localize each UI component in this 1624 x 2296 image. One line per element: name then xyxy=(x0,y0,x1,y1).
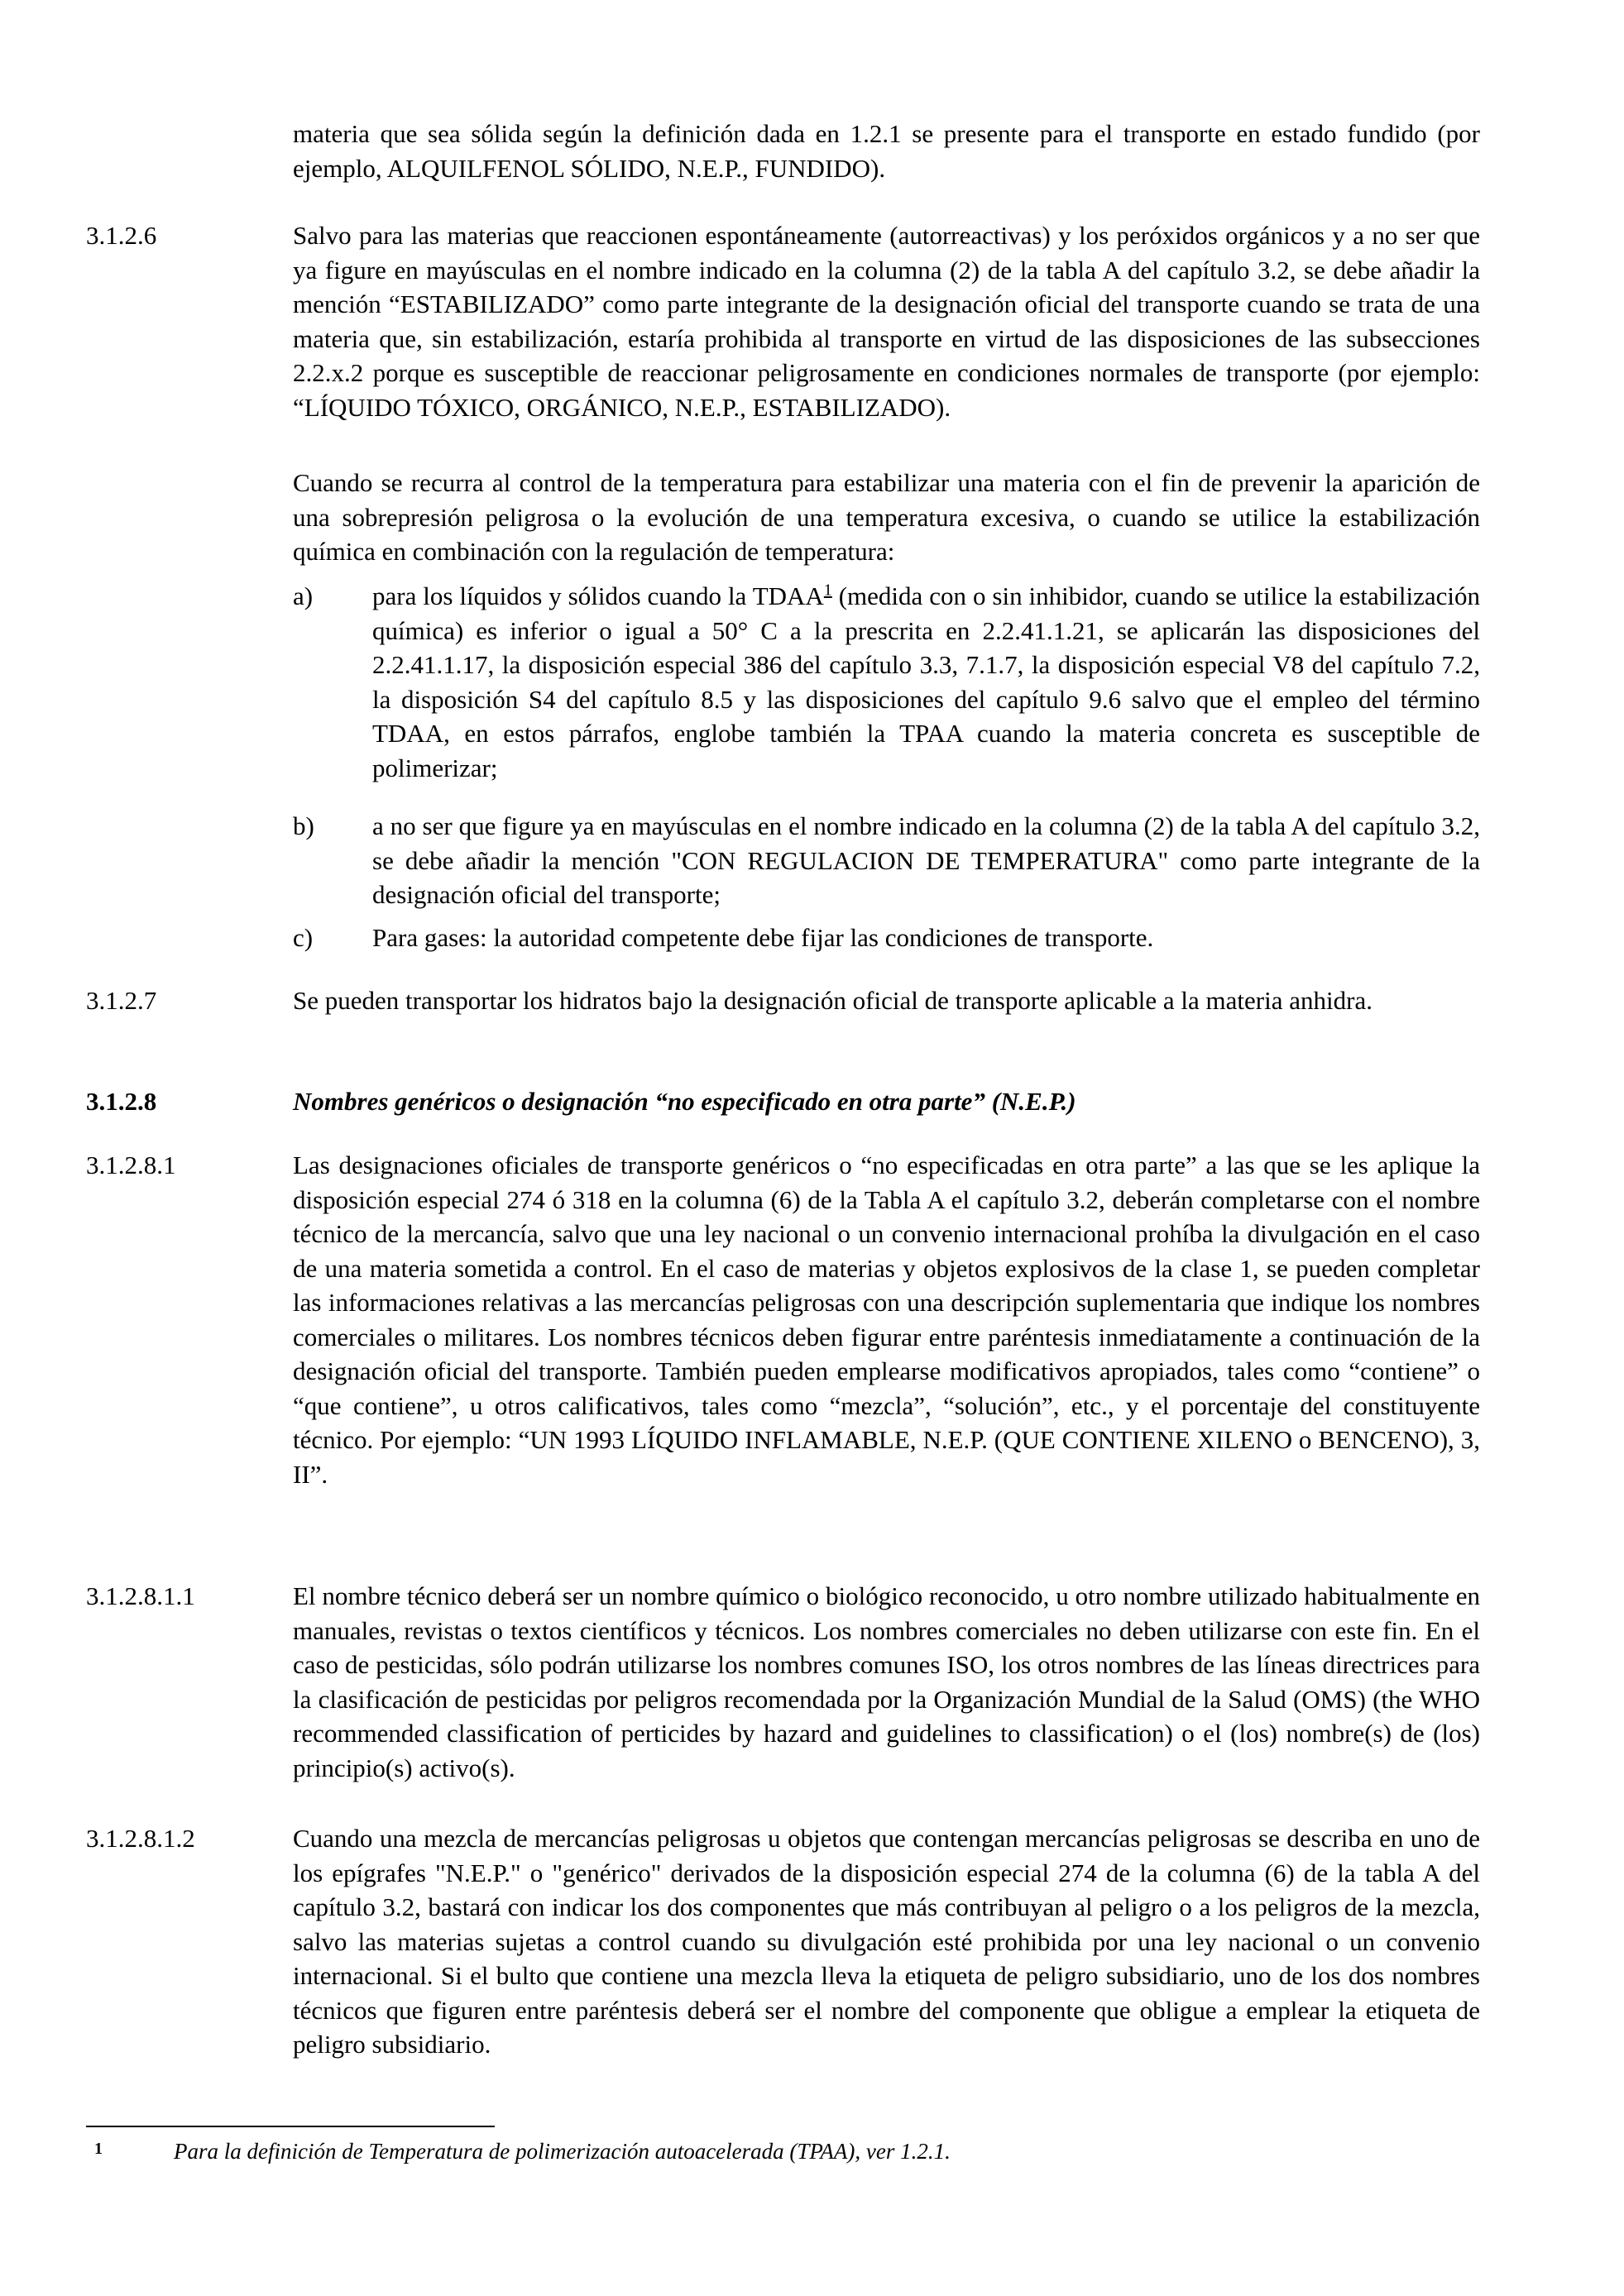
footnote-text: Para la definición de Temperatura de polimerización autoacelerada (TPAA), ver 1.2.1. xyxy=(174,2139,951,2164)
section-number-3-1-2-8-1-1: 3.1.2.8.1.1 xyxy=(86,1581,195,1610)
list-item-c-label: c) xyxy=(293,923,314,952)
footnote-number: 1 xyxy=(94,2140,103,2158)
section-3-1-2-8-1-paragraph: Las designaciones oficiales de transporte genéricos o “no especificadas en otra parte” a las que se les aplique la disposición especial 274 ó 318 en la columna (6) de la Tabla A el capítulo 3.2, deberán completarse con el nombre técnico de la mercancía, salvo que una ley nacional o un convenio internacional prohíba la divulgación en el caso de una materia sometida a control. En el caso de materias y objetos explosivos de la clase 1, se pueden completar las informaciones relativas a las mercancías peligrosas con una descripción suplementaria que indique los nombres comerciales o militares. Los nombres técnicos deben figurar entre paréntesis inmediatamente a continuación de la designación oficial del transporte. También pueden emplearse modificativos apropiados, tales como “contiene” o “que contiene”, u otros calificativos, tales como “mezcla”, “solución”, etc., y el porcentaje del constituyente técnico. Por ejemplo: “UN 1993 LÍQUIDO INFLAMABLE, N.E.P. (QUE CONTIENE XILENO o BENCENO), 3, II”. xyxy=(293,1150,1480,1489)
section-3-1-2-6-paragraph-2: Cuando se recurra al control de la temperatura para estabilizar una materia con el fin de prevenir la aparición de una sobrepresión peligrosa o la evolución de una temperatura excesiva, o cuando se utilice la estabilización química en combinación con la regulación de temperatura: xyxy=(293,468,1480,566)
section-number-3-1-2-7: 3.1.2.7 xyxy=(86,986,157,1015)
list-item-a-text xyxy=(372,579,1480,785)
list-item-b-label: b) xyxy=(293,811,314,840)
section-3-1-2-8-1-1-paragraph: El nombre técnico deberá ser un nombre químico o biológico reconocido, u otro nombre utilizado habitualmente en manuales, revistas o textos científicos y técnicos. Los nombres comerciales no deben utilizarse con este fin. En el caso de pesticidas, sólo podrán utilizarse los nombres comunes ISO, los otros nombres de las líneas directrices para la clasificación de pesticidas por peligros recomendada por la Organización Mundial de la Salud (OMS) (the WHO recommended classification of perticides by hazard and guidelines to classification) o el (los) nombre(s) de (los) principio(s) activo(s). xyxy=(293,1581,1480,1782)
section-3-1-2-8-1-2-paragraph: Cuando una mezcla de mercancías peligrosas u objetos que contengan mercancías peligrosas se describa en uno de los epígrafes "N.E.P." o "genérico" derivados de la disposición especial 274 de la columna (6) de la tabla A del capítulo 3.2, bastará con indicar los dos componentes que más contribuyan al peligro o a los peligros de la mezcla, salvo las materias sujetas a control cuando su divulgación esté prohibida por una ley nacional o un convenio internacional. Si el bulto que contiene una mezcla lleva la etiqueta de peligro subsidiario, uno de los dos nombres técnicos que figuren entre paréntesis deberá ser el nombre del componente que obligue a emplear la etiqueta de peligro subsidiario. xyxy=(293,1824,1480,2059)
footnote-reference[interactable]: 1 xyxy=(823,581,832,600)
list-item-a-text-start: para los líquidos y sólidos cuando la TDAA xyxy=(372,581,824,610)
list-item-a-text-end: (medida con o sin inhibidor, cuando se utilice la estabilización química) es inferior o igual a 50° C a la prescrita en 2.2.41.1.21, se aplicarán las disposiciones del 2.2.41.1.17, la disposición especial 386 del capítulo 3.3, 7.1.7, la disposición especial V8 del capítulo 7.2, la disposición S4 del capítulo 8.5 y las disposiciones del capítulo 9.6 salvo que el empleo del término TDAA, en estos párrafos, englobe también la TPAA cuando la materia concreta es susceptible de polimerizar; xyxy=(372,581,1480,782)
section-number-3-1-2-8-1-2: 3.1.2.8.1.2 xyxy=(86,1824,195,1853)
section-3-1-2-6-paragraph-1: Salvo para las materias que reaccionen espontáneamente (autorreactivas) y los peróxidos orgánicos y a no ser que ya figure en mayúsculas en el nombre indicado en la columna (2) de la tabla A del capítulo 3.2, se debe añadir la mención “ESTABILIZADO” como parte integrante de la designación oficial del transporte cuando se trata de una materia que, sin estabilización, estaría prohibida al transporte en virtud de las disposiciones de las subsecciones 2.2.x.2 porque es susceptible de reaccionar peligrosamente en condiciones normales de transporte (por ejemplo: “LÍQUIDO TÓXICO, ORGÁNICO, N.E.P., ESTABILIZADO). xyxy=(293,221,1480,422)
intro-paragraph: materia que sea sólida según la definición dada en 1.2.1 se presente para el transporte en estado fundido (por ejemplo, ALQUILFENOL SÓLIDO, N.E.P., FUNDIDO). xyxy=(293,119,1480,183)
footnote-separator xyxy=(86,2126,495,2127)
section-3-1-2-7-paragraph: Se pueden transportar los hidratos bajo la designación oficial de transporte aplicable a la materia anhidra. xyxy=(293,986,1372,1015)
section-3-1-2-8-heading: Nombres genéricos o designación “no especificado en otra parte” (N.E.P.) xyxy=(293,1087,1076,1116)
section-number-3-1-2-8-1: 3.1.2.8.1 xyxy=(86,1150,176,1179)
list-item-b-text: a no ser que figure ya en mayúsculas en el nombre indicado en la columna (2) de la tabla A del capítulo 3.2, se debe añadir la mención "CON REGULACION DE TEMPERATURA" como parte integrante de la designación oficial del transporte; xyxy=(372,811,1480,909)
section-number-3-1-2-8: 3.1.2.8 xyxy=(86,1087,157,1116)
list-item-a-label: a) xyxy=(293,581,314,610)
list-item-c-text: Para gases: la autoridad competente debe fijar las condiciones de transporte. xyxy=(372,923,1154,952)
section-number-3-1-2-6: 3.1.2.6 xyxy=(86,221,157,250)
